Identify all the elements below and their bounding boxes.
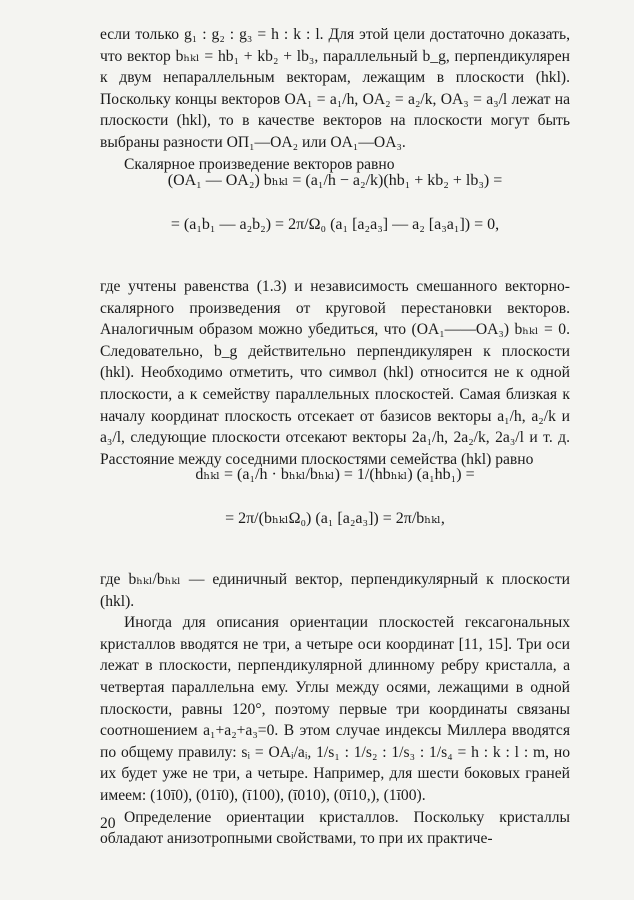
page-number: 20 — [100, 815, 116, 832]
text-block-5: Иногда для описания ориентации плоскостей гексагональных кристаллов вводятся не три, а четыре оси координат [11, 15]. Три оси лежат в плоскости, перпендикулярной длинному ребру кристалла, а четвертая параллельна ему. Углы между осями, лежащими в одной плоскости, равны 120°, поэтому первые три координаты связаны соотношением a₁+a₂+a₃=0. В этом случае индексы Миллера вводятся по общему правилу: sᵢ = OAᵢ/aᵢ, 1/s₁ : 1/s₂ : 1/s₃ : 1/s₄ = h : k : l : m, но их будет уже не три, а четыре. Например, для шести боковых граней имеем: (10ī0), (01ī0), (ī100), (ī010), (0ī10,), (1ī00). — [100, 614, 570, 804]
text-block-1: если только g₁ : g₂ : g₃ = h : k : l. Для этой цели достаточно доказать, что вектор bₕₖₗ = hb₁ + kb₂ + lb₃, параллельный b_g, перпендикулярен к двум непараллельным векторам, лежащим в плоскости (hkl). Поскольку концы векторов OA₁ = a₁/h, OA₂ = a₂/k, OA₃ = a₃/l лежат на плоскости (hkl), то в качестве векторов на плоскости могут быть выбраны разности OП₁—OA₂ или OA₁—OA₃. — [100, 26, 570, 151]
equation-4: = 2π/(bₕₖₗΩ₀) (a₁ [a₂a₃]) = 2π/bₕₖₗ, — [225, 510, 445, 527]
paragraph-3 — [100, 569, 570, 850]
equation-1: (OA₁ — OA₂) bₕₖₗ = (a₁/h − a₂/k)(hb₁ + kb₂ + lb₃) = — [167, 172, 503, 189]
text-block-4: где bₕₖₗ/bₕₖₗ — единичный вектор, перпендикулярный к плоскости (hkl). — [100, 571, 570, 610]
paragraph-1 — [100, 24, 570, 175]
text-block-6: Определение ориентации кристаллов. Поскольку кристаллы обладают анизотропными свойствами, то при их практиче- — [100, 808, 570, 848]
text-block-3: где учтены равенства (1.3) и независимость смешанного векторно-скалярного произведения от круговой перестановки векторов. Аналогичным образом можно убедиться, что (OA₁——OA₃) bₕₖₗ = 0. Следовательно, b_g действительно перпендикулярен к плоскости (hkl). Необходимо отметить, что символ (hkl) относится не к одной плоскости, а к семейству параллельных плоскостей. Самая близкая к началу координат плоскость отсекает от базисов векторы a₁/h, a₂/k и a₃/l, следующие плоскости отсекают векторы 2a₁/h, 2a₂/k, 2a₃/l и т. д. Расстояние между соседними плоскостями семейства (hkl) равно — [100, 278, 570, 468]
text-block-2: Скалярное произведение векторов равно — [124, 155, 395, 173]
equation-2: = (a₁b₁ — a₂b₂) = 2π/Ω₀ (a₁ [a₂a₃] — a₂ [a₃a₁]) = 0, — [170, 216, 500, 233]
equation-3: dₕₖₗ = (a₁/h · bₕₖₗ/bₕₖₗ) = 1/(hbₕₖₗ) (a₁hb₁) = — [195, 466, 475, 483]
paragraph-2 — [100, 232, 570, 470]
